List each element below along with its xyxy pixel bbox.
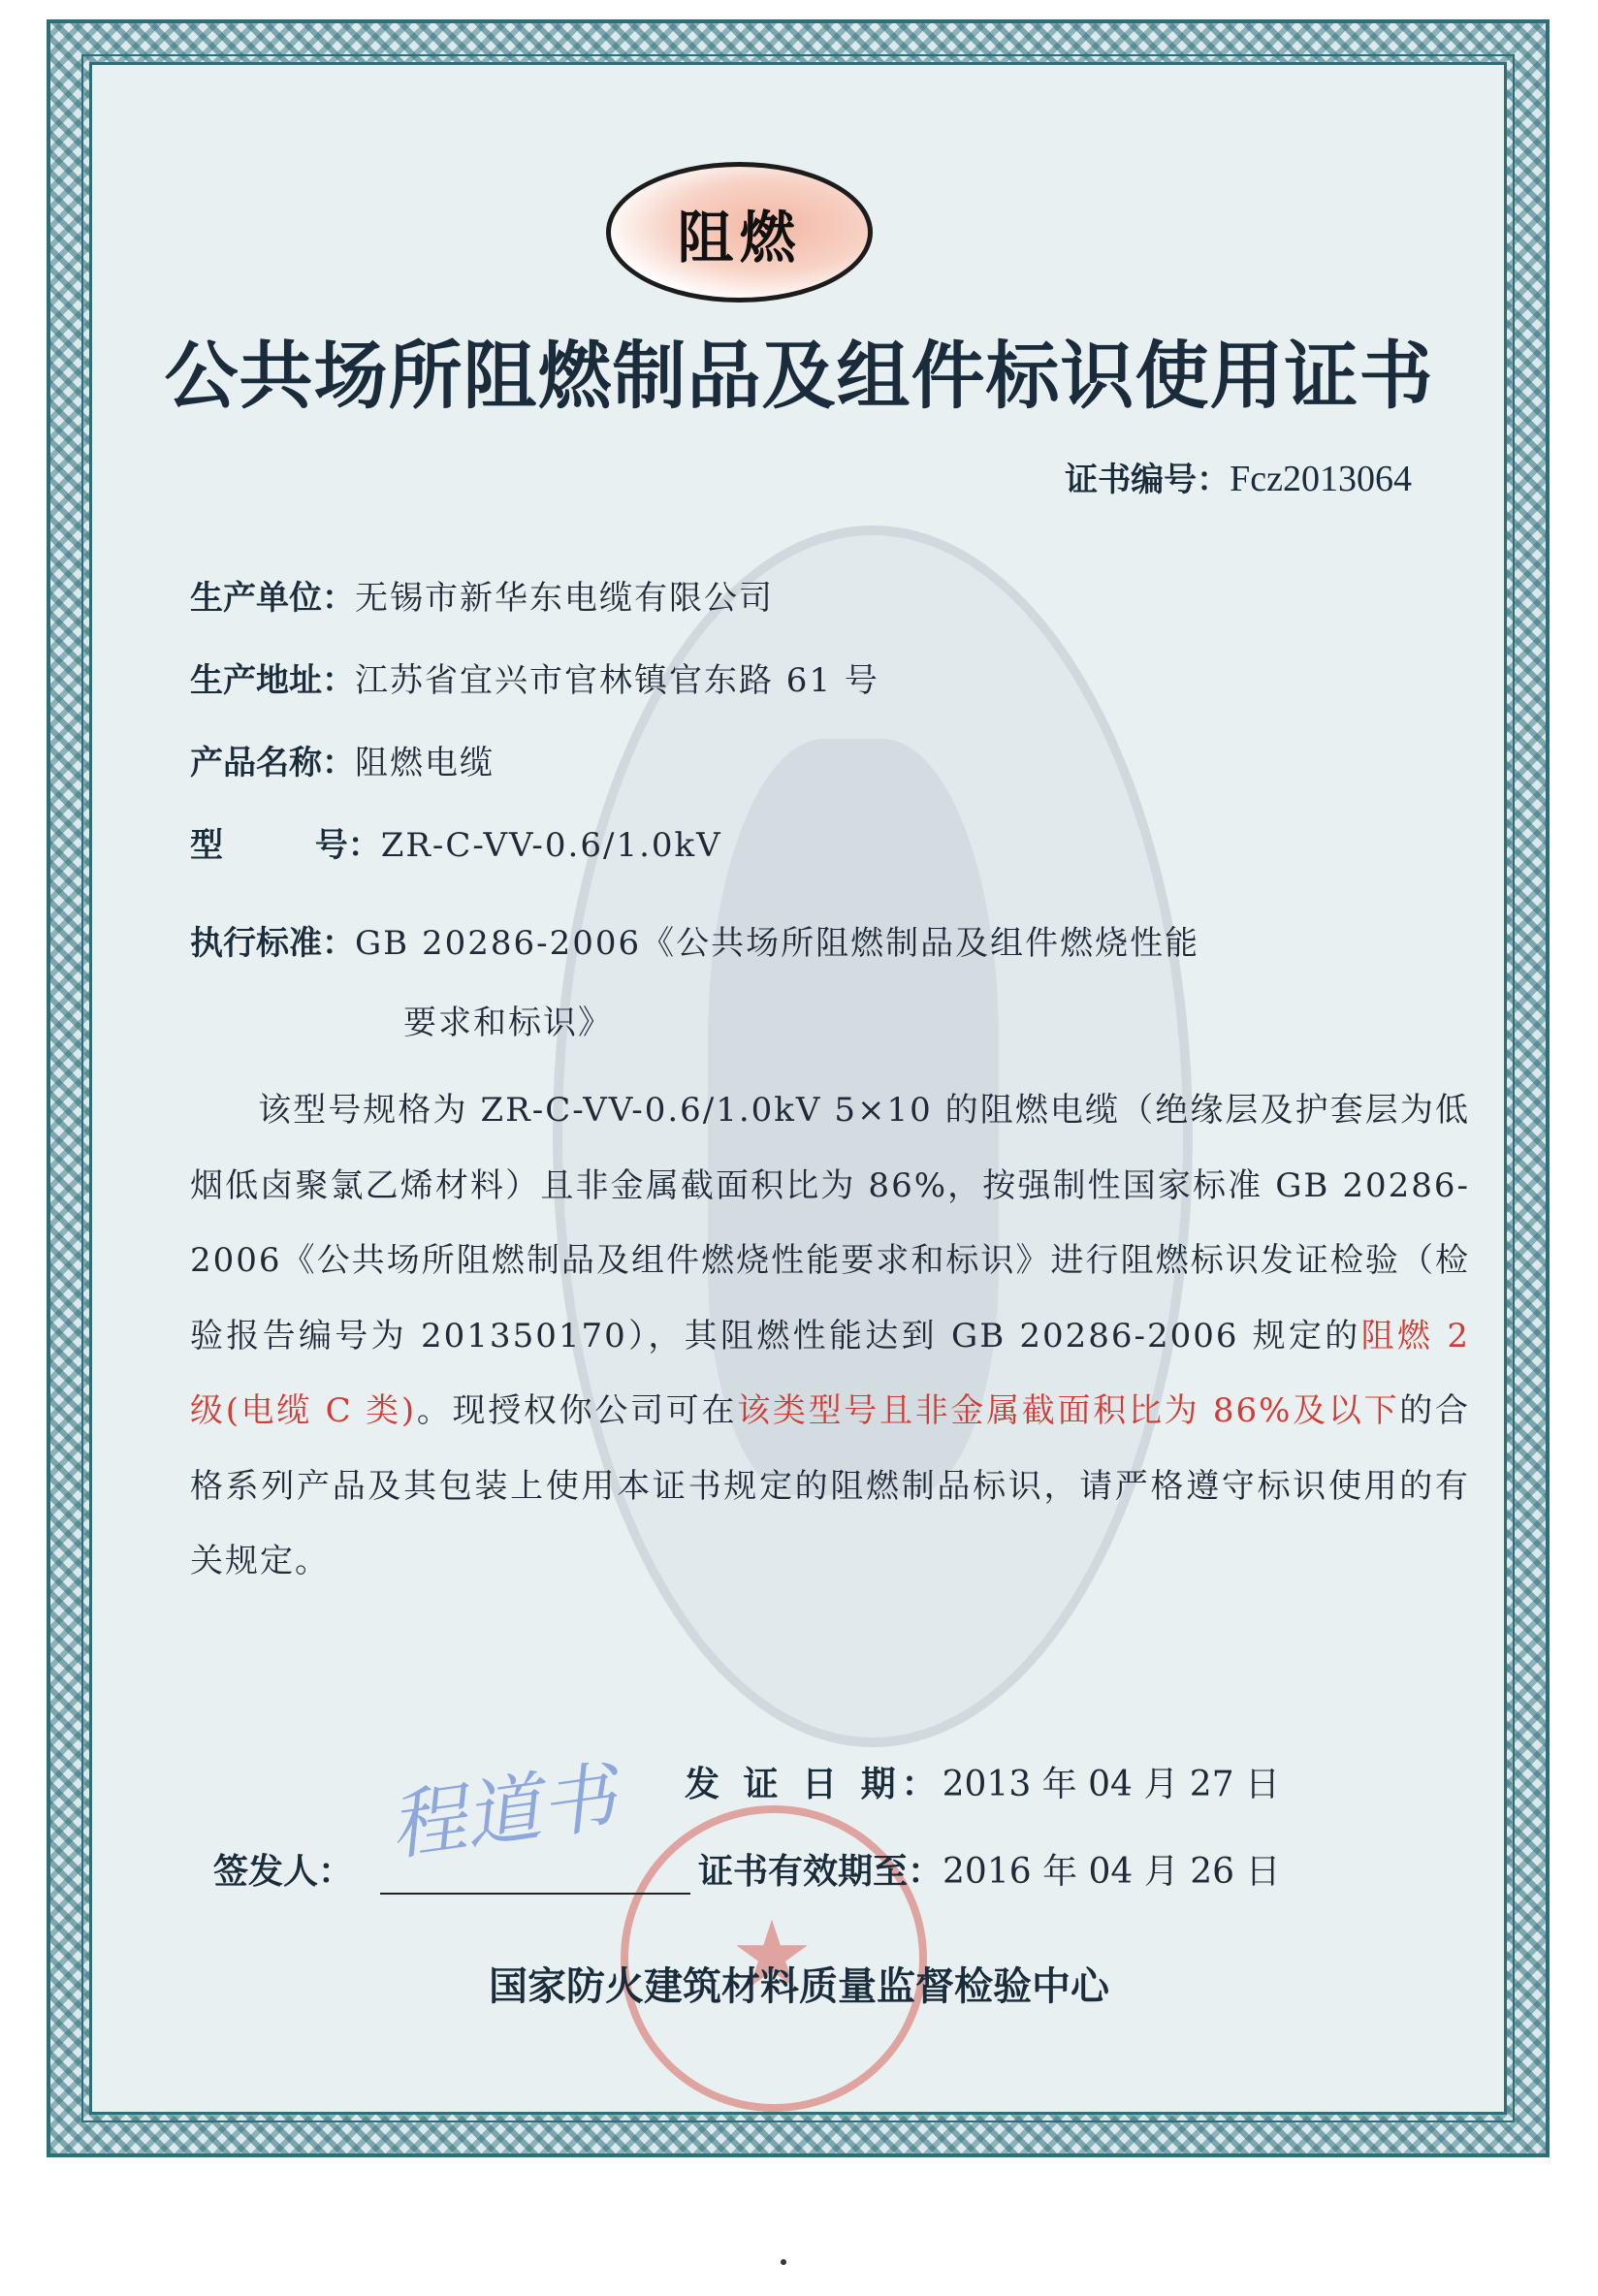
- field-value: 无锡市新华东电缆有限公司: [355, 579, 774, 618]
- body-red-grade: 阻燃 2 级(电缆 C 类): [190, 1316, 1470, 1430]
- issue-date: [685, 1757, 1422, 1806]
- certificate-number: [1065, 453, 1412, 500]
- issue-date-label: 发 证 日 期：: [685, 1765, 943, 1804]
- field-value: 江苏省宜兴市官林镇官东路 61 号: [355, 661, 879, 700]
- issuing-authority: 国家防火建筑材料质量监督检验中心: [489, 1964, 1109, 2009]
- certificate-number-value: Fcz2013064: [1230, 459, 1412, 499]
- field-value: 阻燃电缆: [355, 744, 495, 782]
- flame-retardant-logo: [606, 162, 873, 303]
- certificate-sheet: [97, 70, 1501, 2106]
- body-text-part-2: 。现授权你公司可在: [416, 1391, 738, 1430]
- standard-line-1: GB 20286-2006《公共场所阻燃制品及组件燃烧性能: [355, 924, 1200, 963]
- field-address: [190, 656, 879, 705]
- certificate-title: 公共场所阻燃制品及组件标识使用证书: [164, 333, 1434, 419]
- field-manufacturer: [190, 574, 774, 622]
- field-standard: [190, 904, 1451, 1063]
- valid-until-label: 证书有效期至：: [698, 1852, 943, 1892]
- issue-date-value: 2013 年 04 月 27 日: [942, 1765, 1281, 1804]
- body-red-scope: 该类型号且非金属截面积比为 86%及以下: [737, 1391, 1400, 1430]
- field-label: 型 号：: [190, 826, 381, 865]
- field-label: 产品名称：: [190, 744, 355, 782]
- signature-text: 程道书: [384, 1753, 622, 1872]
- field-product-name: [190, 739, 495, 787]
- field-label: 执行标准：: [190, 924, 355, 963]
- scan-speck: [781, 2259, 786, 2265]
- certificate-number-label: 证书编号：: [1065, 461, 1230, 499]
- body-text-part-1: 该型号规格为 ZR-C-VV-0.6/1.0kV 5×10 的阻燃电缆（绝缘层及护套层为低烟低卤聚氯乙烯材料）且非金属截面积比为 86%，按强制性国家标准 GB 20286-2006《公共场所阻燃制品及组件燃烧性能要求和标识》进行阻燃标识发证检验（检验报告编号为 201350170），其阻燃性能达到 GB 20286-2006 规定的: [190, 1091, 1470, 1355]
- field-label: 生产地址：: [190, 661, 355, 700]
- standard-line-2: 要求和标识》: [403, 1004, 613, 1042]
- body-text-part-3: 的合格系列产品及其包装上使用本证书规定的阻燃制品标识，请严格遵守标识使用的有关规定。: [190, 1391, 1471, 1580]
- signature-line: [380, 1893, 690, 1895]
- valid-until: [698, 1844, 1435, 1894]
- field-value: ZR-C-VV-0.6/1.0kV: [380, 826, 722, 865]
- certificate-body: [190, 1073, 1470, 1600]
- field-model: [190, 821, 722, 870]
- handwritten-signature: [382, 1728, 685, 1874]
- field-label: 生产单位：: [190, 579, 355, 618]
- valid-until-value: 2016 年 04 月 26 日: [943, 1852, 1281, 1892]
- signer-label: 签发人：: [213, 1852, 354, 1892]
- logo-text: 阻燃: [677, 204, 802, 271]
